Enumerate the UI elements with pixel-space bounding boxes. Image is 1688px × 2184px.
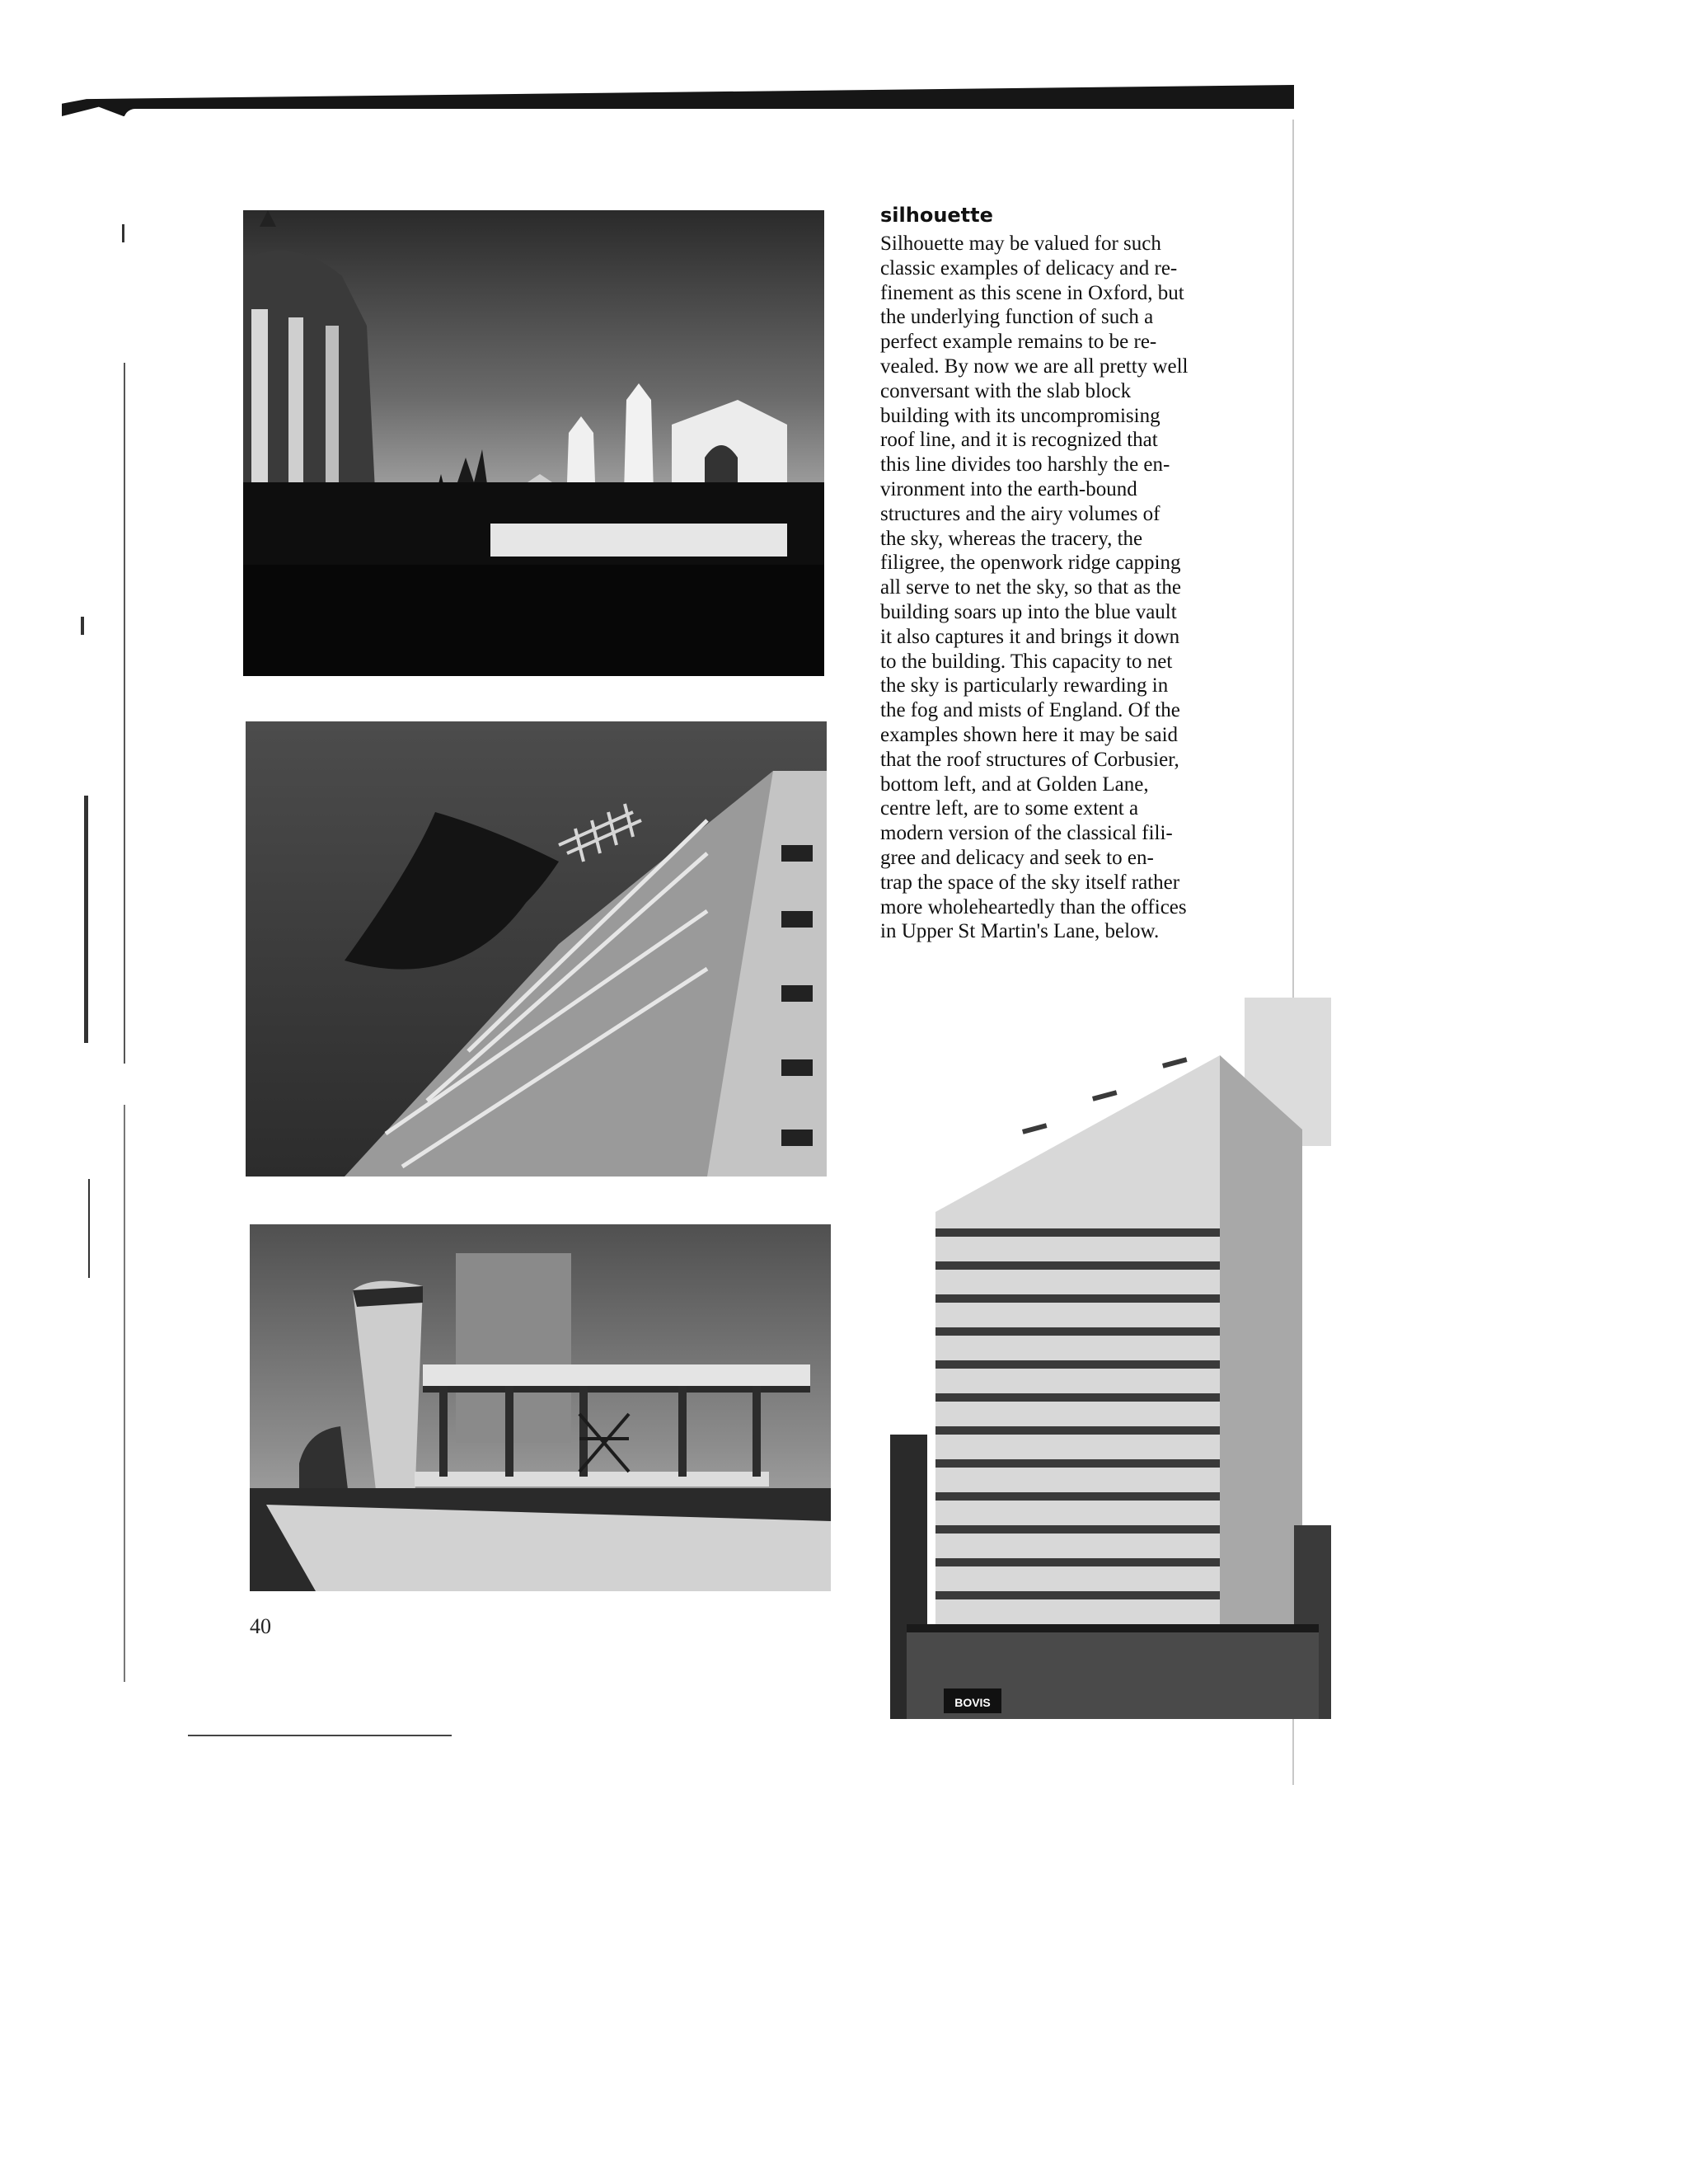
article-line: to the building. This capacity to net: [880, 650, 1173, 673]
article-line: vealed. By now we are all pretty well: [880, 355, 1189, 378]
article-line: the sky, whereas the tracery, the: [880, 527, 1143, 550]
scan-page-corner: [124, 109, 1294, 120]
article-line: bottom left, and at Golden Lane,: [880, 773, 1149, 796]
article-line: building soars up into the blue vault: [880, 600, 1177, 623]
article-line: vironment into the earth-bound: [880, 477, 1137, 500]
article-line: that the roof structures of Corbusier,: [880, 748, 1179, 771]
article-body: [880, 232, 1268, 944]
article-line: more wholeheartedly than the offices: [880, 895, 1187, 918]
article-line: in Upper St Martin's Lane, below.: [880, 920, 1160, 943]
article-line: all serve to net the sky, so that as the: [880, 576, 1181, 599]
article-line: the sky is particularly rewarding in: [880, 674, 1169, 697]
scan-left-edge: [124, 1105, 125, 1682]
article-heading: silhouette: [880, 204, 993, 227]
article-line: conversant with the slab block: [880, 379, 1132, 402]
photo-golden-lane-roof: [246, 721, 827, 1177]
article-line: this line divides too harshly the en-: [880, 453, 1170, 477]
article-line: roof line, and it is recognized that: [880, 429, 1158, 452]
article-line: it also captures it and brings it down: [880, 625, 1180, 648]
article-line: filigree, the openwork ridge capping: [880, 552, 1181, 575]
scan-bottom-edge: [188, 1735, 452, 1736]
article-line: modern version of the classical fili-: [880, 822, 1173, 845]
article-line: the fog and mists of England. Of the: [880, 699, 1180, 722]
article-line: Silhouette may be valued for such: [880, 232, 1161, 255]
article-line: gree and delicacy and seek to en-: [880, 846, 1154, 869]
article-line: finement as this scene in Oxford, but: [880, 281, 1184, 304]
bovis-sign-text: BOVIS: [954, 1696, 991, 1709]
photo-upper-st-martins-lane: [890, 998, 1331, 1719]
article-line: perfect example remains to be re-: [880, 331, 1157, 354]
page-number: 40: [250, 1614, 271, 1638]
scan-left-edge: [124, 363, 125, 1064]
article-line: structures and the airy volumes of: [880, 502, 1160, 525]
article-line: classic examples of delicacy and re-: [880, 256, 1178, 279]
photo-corbusier-roof: [250, 1224, 831, 1591]
photo-oxford-skyline: [243, 210, 824, 676]
article-line: trap the space of the sky itself rather: [880, 871, 1180, 894]
scan-left-edge: [81, 617, 84, 635]
scan-left-edge: [88, 1179, 90, 1278]
article-line: examples shown here it may be said: [880, 723, 1179, 746]
scan-left-edge: [84, 796, 88, 1043]
article-line: building with its uncompromising: [880, 404, 1160, 427]
article-line: the underlying function of such a: [880, 306, 1154, 329]
scan-left-edge: [122, 224, 124, 242]
article-line: centre left, are to some extent a: [880, 797, 1139, 820]
